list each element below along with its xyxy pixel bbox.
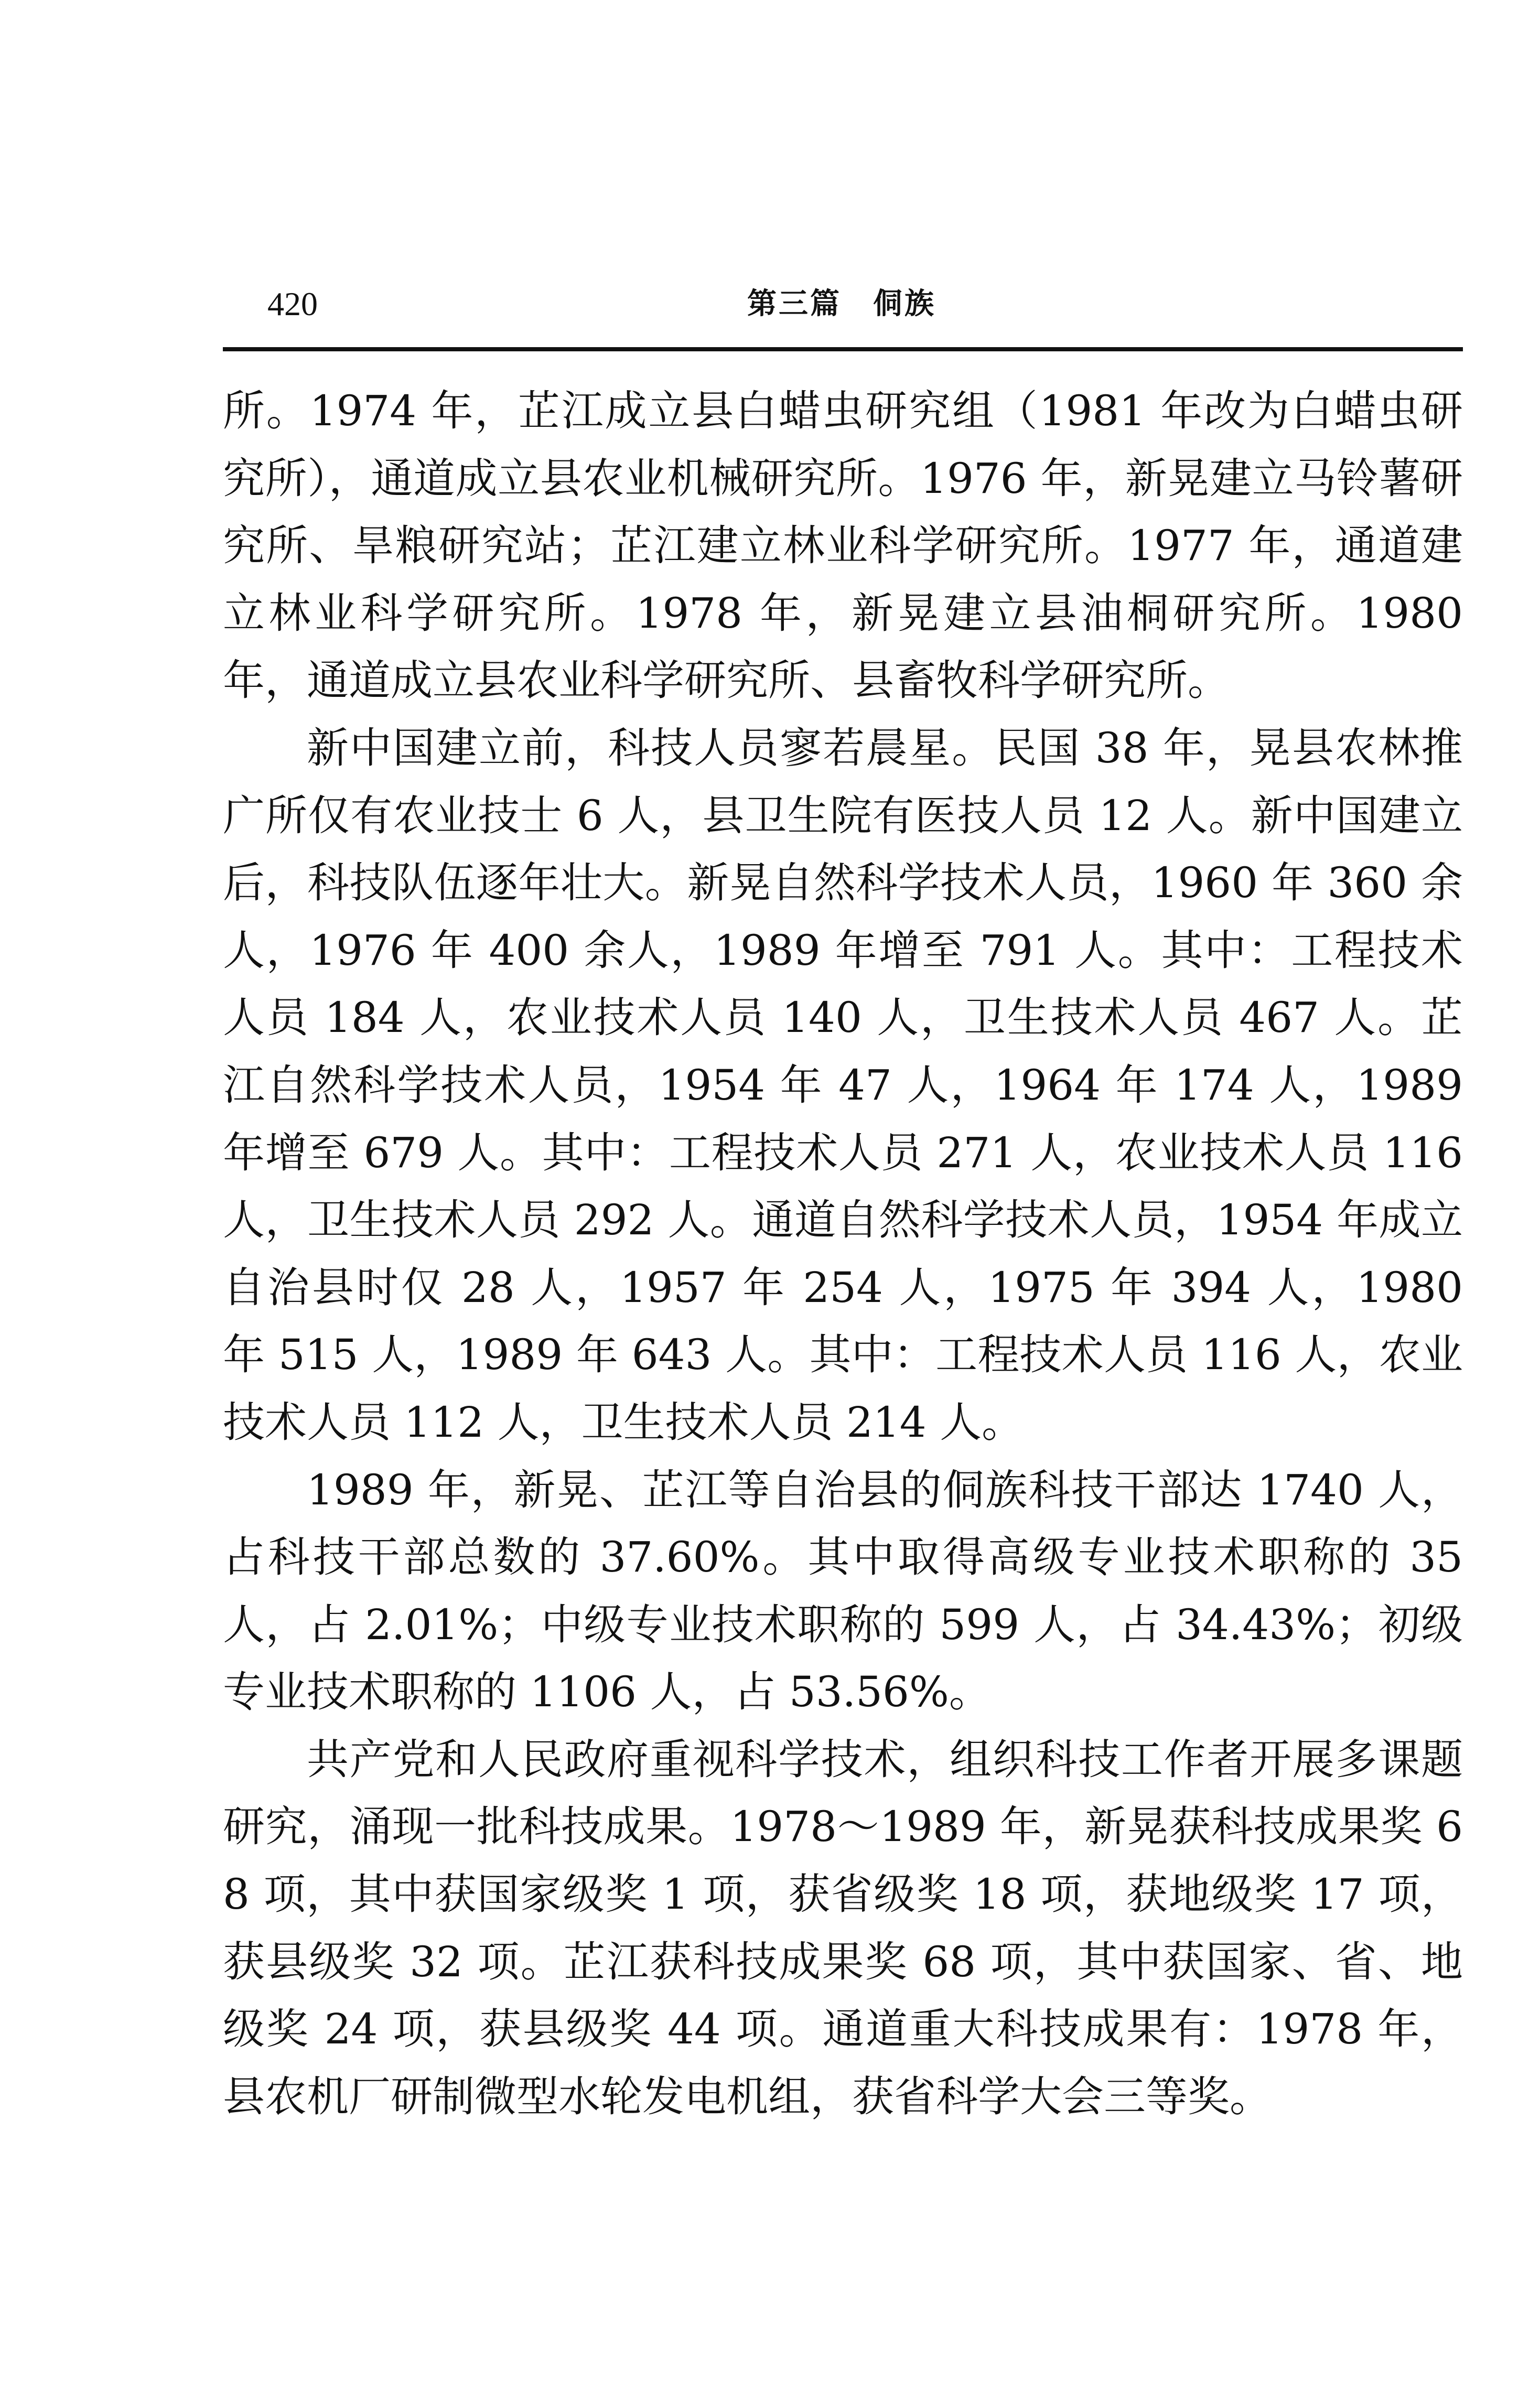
paragraph-continuation: 所。1974 年，芷江成立县白蜡虫研究组（1981 年改为白蜡虫研究所），通道成立县农业机械研究所。1976 年，新晃建立马铃薯研究所、旱粮研究站；芷江建立林业科学研究所。1977 年，通道建立林业科学研究所。1978 年，新晃建立县油桐研究所。1980 年，通道成立县农业科学研究所、县畜牧科学研究所。 (223, 386, 1463, 705)
paragraph-dong-cadres: 1989 年，新晃、芷江等自治县的侗族科技干部达 1740 人，占科技干部总数的 37.60%。其中取得高级专业技术职称的 35 人，占 2.01%；中级专业技术职称的 599 人，占 34.43%；初级专业技术职称的 1106 人，占 53.56%。 (223, 1465, 1463, 1717)
header-divider (223, 347, 1463, 351)
page-number: 420 (267, 285, 318, 322)
running-head: 第三篇 侗族 (747, 287, 936, 321)
paragraph-achievements: 共产党和人民政府重视科学技术，组织科技工作者开展多课题研究，涌现一批科技成果。1978～1989 年，新晃获科技成果奖 68 项，其中获国家级奖 1 项，获省级奖 18 项，获地级奖 17 项，获县级奖 32 项。芷江获科技成果奖 68 项，其中获国家、省、地级奖 24 项，获县级奖 44 项。通道重大科技成果有：1978 年，县农机厂研制微型水轮发电机组，获省科学大会三等奖。 (223, 1735, 1463, 2121)
paragraph-personnel: 新中国建立前，科技人员寥若晨星。民国 38 年，晃县农林推广所仅有农业技士 6 人，县卫生院有医技人员 12 人。新中国建立后，科技队伍逐年壮大。新晃自然科学技术人员，1960 年 360 余人，1976 年 400 余人，1989 年增至 791 人。其中：工程技术人员 184 人，农业技术人员 140 人，卫生技术人员 467 人。芷江自然科学技术人员，1954 年 47 人，1964 年 174 人，1989 年增至 679 人。其中：工程技术人员 271 人，农业技术人员 116 人，卫生技术人员 292 人。通道自然科学技术人员，1954 年成立自治县时仅 28 人，1957 年 254 人，1975 年 394 人，1980 年 515 人，1989 年 643 人。其中：工程技术人员 116 人，农业技术人员 112 人，卫生技术人员 214 人。 (223, 723, 1463, 1447)
page-header (223, 273, 1463, 330)
body-text (223, 378, 1463, 2130)
